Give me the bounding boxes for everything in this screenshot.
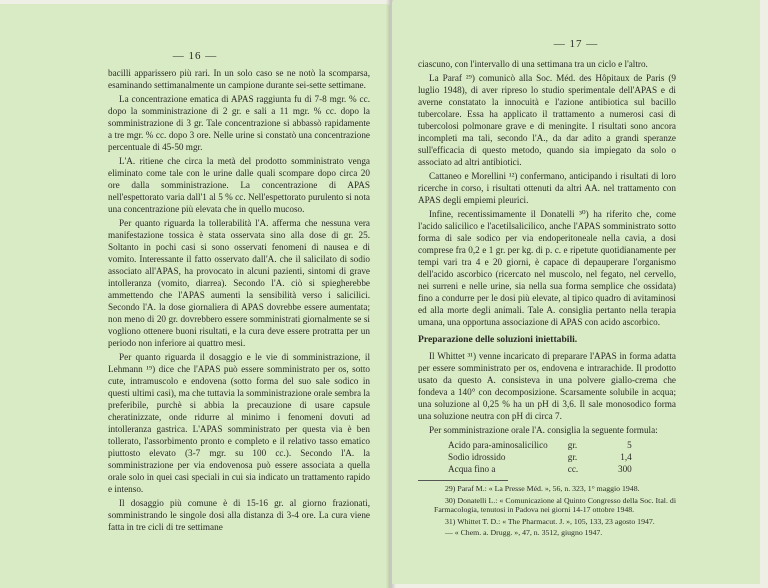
paragraph: Infine, recentissimamente il Donatelli ³⁰) ha riferito che, come l'acido salicilico e l'acetilsalicilico, anche l'APAS somministrato sotto forma di sale sodico per via endoperitoneale nella cavia, a dosi comprese fra 0,2 e 1 gr. per kg. di p. c. e ripetute quotidianamente per tempi vari tra 4 e 20 giorni, è capace di depauperare l'organismo dell'acido ascorbico (ricercato nel muscolo, nel fegato, nel cervello, nei surreni e nelle urine, sia nella sua forma semplice che ossidata) fino a condurre per le dosi più elevate, al tipico quadro di avitaminosi ed alla morte degli animali. Tale A. consiglia pertanto nella terapia umana, una opportuna associazione di APAS con acido ascorbico.	[418, 209, 676, 327]
ingredient-unit: gr.	[567, 440, 578, 450]
paragraph: ciascuno, con l'intervallo di una settimana tra un ciclo e l'altro.	[418, 59, 648, 69]
footnote-mark: 30)	[445, 495, 456, 505]
footnote-text: — « Chem. a. Drugg. », 47, n. 3512, giugno 1947.	[445, 528, 603, 537]
section-heading: Preparazione delle soluzioni iniettabili.	[418, 334, 578, 345]
right-page-text	[418, 58, 676, 538]
formula-row	[448, 463, 638, 475]
ingredient-qty: 300	[617, 464, 632, 474]
paragraph: bacilli apparissero più rari. In un solo caso se ne notò la scomparsa, esaminando settimanalmente un campione durante sei-sette settimane.	[108, 68, 370, 90]
page-number-right: — 17 —	[553, 38, 599, 50]
right-page	[392, 0, 760, 584]
footnote	[418, 484, 676, 494]
formula-table	[448, 439, 638, 475]
footnote-mark: 29)	[445, 484, 456, 493]
paragraph: Per somministrazione orale l'A. consiglia la seguente formula:	[429, 425, 658, 435]
ingredient-qty: 1,4	[620, 452, 632, 462]
paragraph: Per quanto riguarda la tollerabilità l'A. afferma che nessuna vera manifestazione tossica è stata osservata sino alla dose di gr. 25. Soltanto in pochi casi si sono osservati fenomeni di nausea e di vomito. Interessante il fatto osservato dall'A. che il salicilato di sodio associato all'APAS, ha provocato in alcuni pazienti, sintomi di grave intolleranza (vomito, diarrea). Secondo l'A. ciò si spiegherebbe ammettendo che l'APAS aumenti la sensibilità verso i salicilici. Secondo l'A. la dose giornaliera di APAS dovrebbe essere aumentata; non meno di 20 gr. dovrebbero essere somministrati giornalmente se si vogliono ottenere buoni risultati, e la cura deve essere protratta per un periodo non inferiore ai quattro mesi.	[108, 218, 370, 348]
left-page	[0, 4, 390, 588]
ingredient-name: Acido para-aminosalicilico	[448, 440, 548, 450]
ingredient-unit: gr.	[567, 452, 578, 462]
footnote-text: Whittet T. D.: « The Pharmacut. J. », 105, 133, 23 agosto 1947.	[457, 516, 655, 526]
formula-row	[448, 439, 638, 451]
footnote-text: Donatelli L.: « Comunicazione al Quinto Congresso della Soc. Ital. di Farmacologia, tenutosi in Padova nei giorni 14-17 ottobre 1948.	[434, 495, 676, 514]
paragraph: La concentrazione ematica di APAS raggiunta fu di 7-8 mgr. % cc. dopo la somministrazione di 2 gr. e sali a 11 mgr. % cc. dopo la somministrazione di 3 gr. Tale concentrazione si abbassò rapidamente a tre mgr. % cc. dopo 3 ore. Nelle urine si constatò una concentrazione percentuale di 45-50 mgr.	[108, 94, 370, 152]
ingredient-qty: 5	[627, 440, 632, 450]
paragraph: L'A. ritiene che circa la metà del prodotto somministrato venga eliminato come tale con le urine dalle quali scompare dopo circa 20 ore dalla somministrazione. La concentrazione di APAS nell'espettorato varia dall'1 al 5 % cc. Nell'espettorato purulento si nota una concentrazione più elevata che in quello mucoso.	[108, 156, 370, 214]
left-page-text	[108, 67, 370, 533]
footnote-rule	[418, 480, 508, 481]
ingredient-name: Sodio idrossido	[448, 452, 506, 462]
footnote-text: Paraf M.: « La Presse Méd. », 56, n. 323, 1° maggio 1948.	[457, 484, 640, 493]
footnote	[418, 496, 676, 515]
ingredient-name: Acqua fino a	[448, 464, 496, 474]
paragraph: Cattaneo e Morellini ¹²) confermano, anticipando i risultati di loro ricerche in corso, i risultati ottenuti da altri AA. nel trattamento con APAS degli empiemi pleurici.	[418, 171, 676, 205]
paragraph: La Paraf ²⁹) comunicò alla Soc. Méd. des Hôpitaux de Paris (9 luglio 1948), di aver ripreso lo studio sperimentale dell'APAS e di averne constatato la innocuità e l'azione antibiotica sul bacillo tubercolare. Essa ha applicato il trattamento a numerosi casi di tubercolosi polmonare grave e di meningite. I risultati sono ancora incompleti ma tali, secondo l'A., da dar adito a grandi speranze sull'efficacia di questo metodo, quando sia impiegato da solo o associato ad altri antibiotici.	[418, 73, 676, 167]
ingredient-unit: cc.	[567, 464, 579, 474]
paragraph: Il Whittet ³¹) venne incaricato di preparare l'APAS in forma adatta per essere somministrato per os, endovena e intrarachide. Il prodotto usato da questo A. consisteva in una polvere giallo-crema che fondeva a 140° con decomposizione. Scarsamente solubile in acqua; una soluzione al 0,25 % ha un pH di 3,6. Il sale monosodico forma una soluzione neutra con pH di circa 7.	[418, 351, 676, 421]
footnote	[418, 528, 676, 538]
page-number-left: — 16 —	[172, 50, 218, 62]
paragraph: Il dosaggio più comune è di 15-16 gr. al giorno frazionati, somministrando le singole dosi alla distanza di 3-4 ore. La cura viene fatta in tre cicli di tre settimane	[108, 498, 370, 532]
paragraph: Per quanto riguarda il dosaggio e le vie di somministrazione, il Lehmann ¹⁹) dice che l'APAS può essere somministrato per os, sotto cute, intramuscolo e endovena (sotto forma del suo sale sodico in questi ultimi casi), ma che tuttavia la somministrazione orale sembra la preferibile, purchè si abbia la precauzione di usare capsule cheratinizzate, onde ridurre al minimo i fenomeni dovuti ad intolleranza gastrica. L'APAS somministrato per questa via è ben tollerato, l'assorbimento pronto e completo e il relativo tasso ematico piuttosto elevato (3-7 mgr. su 100 cc.). Secondo l'A. la somministrazione per via endovenosa può essere associata a quella orale solo in quei casi speciali in cui sia indicato un trattamento rapido e intenso.	[108, 352, 370, 494]
footnote	[418, 517, 676, 527]
footnote-mark: 31)	[445, 516, 456, 526]
formula-row	[448, 451, 638, 463]
